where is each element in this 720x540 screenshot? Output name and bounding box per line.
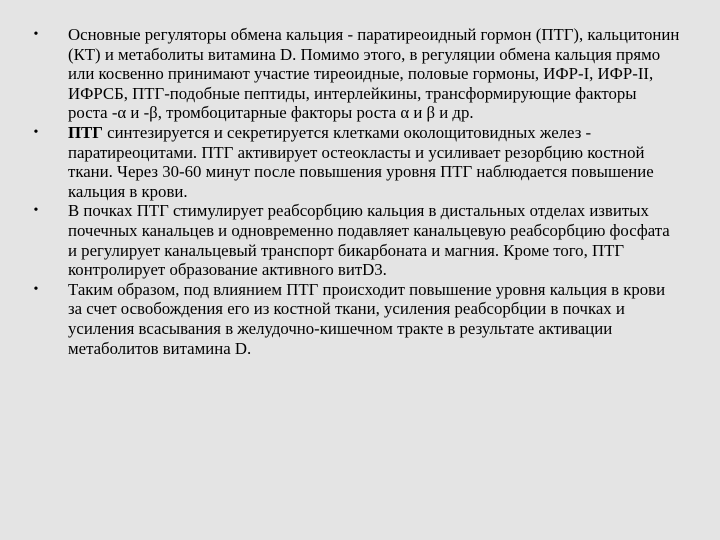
bullet-item-2 [30, 123, 680, 201]
bullet-body: Таким образом, под влиянием ПТГ происходит повышение уровня кальция в крови за счет освобождения его из костной ткани, усиления реабсорбции в почках и усиления всасывания в желудочно-кишечном тракте в результате активации метаболитов витамина D. [68, 279, 666, 358]
bullet-body: Основные регуляторы обмена кальция - паратиреоидный гормон (ПТГ), кальцитонин (КТ) и метаболиты витамина D. Помимо этого, в регуляции обмена кальция прямо или косвенно принимают участие тиреоидные, половые гормоны, ИФР-I, ИФР-II, ИФРСБ, ПТГ-подобные пептиды, интерлейкины, трансформирующие факторы роста -α и -β, тромбоцитарные факторы роста α и β и др. [68, 25, 680, 123]
bullet-text [68, 25, 679, 122]
bullet-marker: • [33, 281, 39, 297]
bullet-item-1 [30, 25, 680, 123]
bullet-item-3 [30, 201, 680, 279]
bullet-marker: • [33, 27, 39, 42]
bullet-lead: ПТГ [68, 122, 103, 142]
bullet-text [68, 280, 665, 358]
bullet-list [30, 25, 680, 358]
bullet-marker: • [33, 203, 39, 219]
bullet-body: синтезируется и секретируется клетками околощитовидных желез - паратиреоцитами. ПТГ активирует остеокласты и усиливает резорбцию костной ткани. Через 30-60 минут после повышения уровня ПТГ наблюдается повышение кальция в крови. [68, 122, 654, 201]
bullet-marker: • [33, 124, 39, 140]
bullet-text [68, 201, 670, 279]
bullet-text [68, 123, 654, 201]
bullet-body: В почках ПТГ стимулирует реабсорбцию кальция в дистальных отделах извитых почечных канальцев и одновременно подавляет канальцевую реабсорбцию фосфата и регулирует канальцевый транспорт бикарбоната и магния. Кроме того, ПТГ контролирует образование активного витD3. [68, 201, 670, 280]
bullet-item-4 [30, 280, 680, 358]
